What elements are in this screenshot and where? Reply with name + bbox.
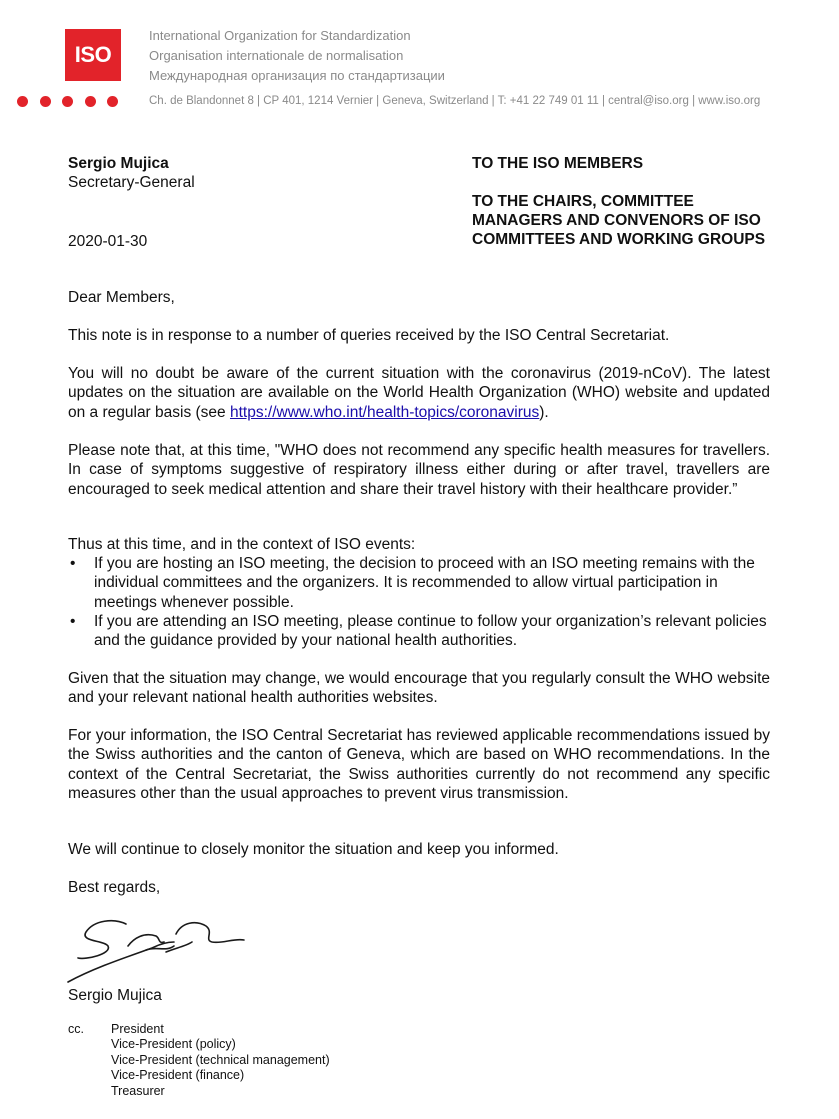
paragraph-2 [68, 364, 770, 422]
logo-text: ISO [74, 42, 112, 67]
cc-item: President [111, 1022, 164, 1036]
cc-list [111, 1022, 330, 1099]
dot-4 [85, 96, 96, 107]
salutation: Dear Members, [68, 289, 175, 306]
bullet-icon: • [70, 555, 76, 572]
recipients-committees: TO THE CHAIRS, COMMITTEE MANAGERS AND CONVENORS OF ISO COMMITTEES AND WORKING GROUPS [472, 193, 766, 248]
paragraph-2-text: You will no doubt be aware of the current situation with the coronavirus (2019-nCoV). The latest updates on the situation are available on the World Health Organization (WHO) website and updated on a regular basis (see [68, 365, 770, 421]
org-name-fr: Organisation internationale de normalisation [149, 48, 404, 63]
paragraph-1: This note is in response to a number of queries received by the ISO Central Secretariat. [68, 327, 670, 344]
cc-label: cc. [68, 1022, 84, 1036]
list-item-text: If you are attending an ISO meeting, please continue to follow your organization’s relevant policies and the guidance provided by your national health authorities. [94, 612, 767, 650]
org-name-ru: Международная организация по стандартизации [149, 68, 445, 83]
paragraph-4-intro: Thus at this time, and in the context of ISO events: [68, 536, 416, 553]
sender-name: Sergio Mujica [68, 155, 169, 172]
dot-1 [17, 96, 28, 107]
dot-3 [62, 96, 73, 107]
paragraph-5: Given that the situation may change, we would encourage that you regularly consult the WHO website and your relevant national health authorities websites. [68, 670, 770, 707]
paragraph-7: We will continue to closely monitor the situation and keep you informed. [68, 841, 559, 858]
iso-logo [65, 29, 121, 81]
paragraph-6: For your information, the ISO Central Secretariat has reviewed applicable recommendations issued by the Swiss authorities and the canton of Geneva, which are based on WHO recommendations. In the context of the Central Secretariat, the Swiss authorities currently do not recommend any specific measures other than the usual approaches to prevent virus transmission. [68, 727, 770, 802]
bullet-icon: • [70, 612, 76, 630]
letterhead-address: Ch. de Blandonnet 8 | CP 401, 1214 Vernier | Geneva, Switzerland | T: +41 22 749 01 11 | central@iso.org | www.iso.org [149, 95, 761, 107]
letter-date: 2020-01-30 [68, 233, 148, 250]
signature-name: Sergio Mujica [68, 987, 162, 1004]
list-item [68, 554, 770, 612]
handwritten-signature [64, 912, 249, 984]
sender-title: Secretary-General [68, 174, 195, 191]
org-name-en: International Organization for Standardization [149, 28, 411, 43]
recipients-members: TO THE ISO MEMBERS [472, 155, 644, 172]
dot-5 [107, 96, 118, 107]
event-guidance-list [68, 554, 770, 650]
cc-item: Vice-President (finance) [111, 1068, 245, 1083]
list-item [68, 612, 770, 651]
paragraph-3: Please note that, at this time, "WHO does not recommend any specific health measures for travellers. In case of symptoms suggestive of respiratory illness either during or after travel, travellers are encouraged to seek medical attention and share their travel history with their healthcare provider.” [68, 442, 770, 498]
cc-item: Vice-President (technical management) [111, 1052, 330, 1067]
who-link[interactable]: https://www.who.int/health-topics/coronavirus [229, 403, 540, 421]
list-item-text: If you are hosting an ISO meeting, the decision to proceed with an ISO meeting remains with the individual committees and the organizers. It is recommended to allow virtual participation in meetings whenever possible. [94, 555, 755, 611]
cc-item: Treasurer [111, 1083, 165, 1098]
closing: Best regards, [68, 879, 161, 896]
dot-2 [40, 96, 51, 107]
decorative-dots [17, 96, 130, 107]
organization-names [149, 26, 445, 86]
cc-item: Vice-President (policy) [111, 1037, 236, 1052]
paragraph-2-end: ). [539, 403, 549, 421]
